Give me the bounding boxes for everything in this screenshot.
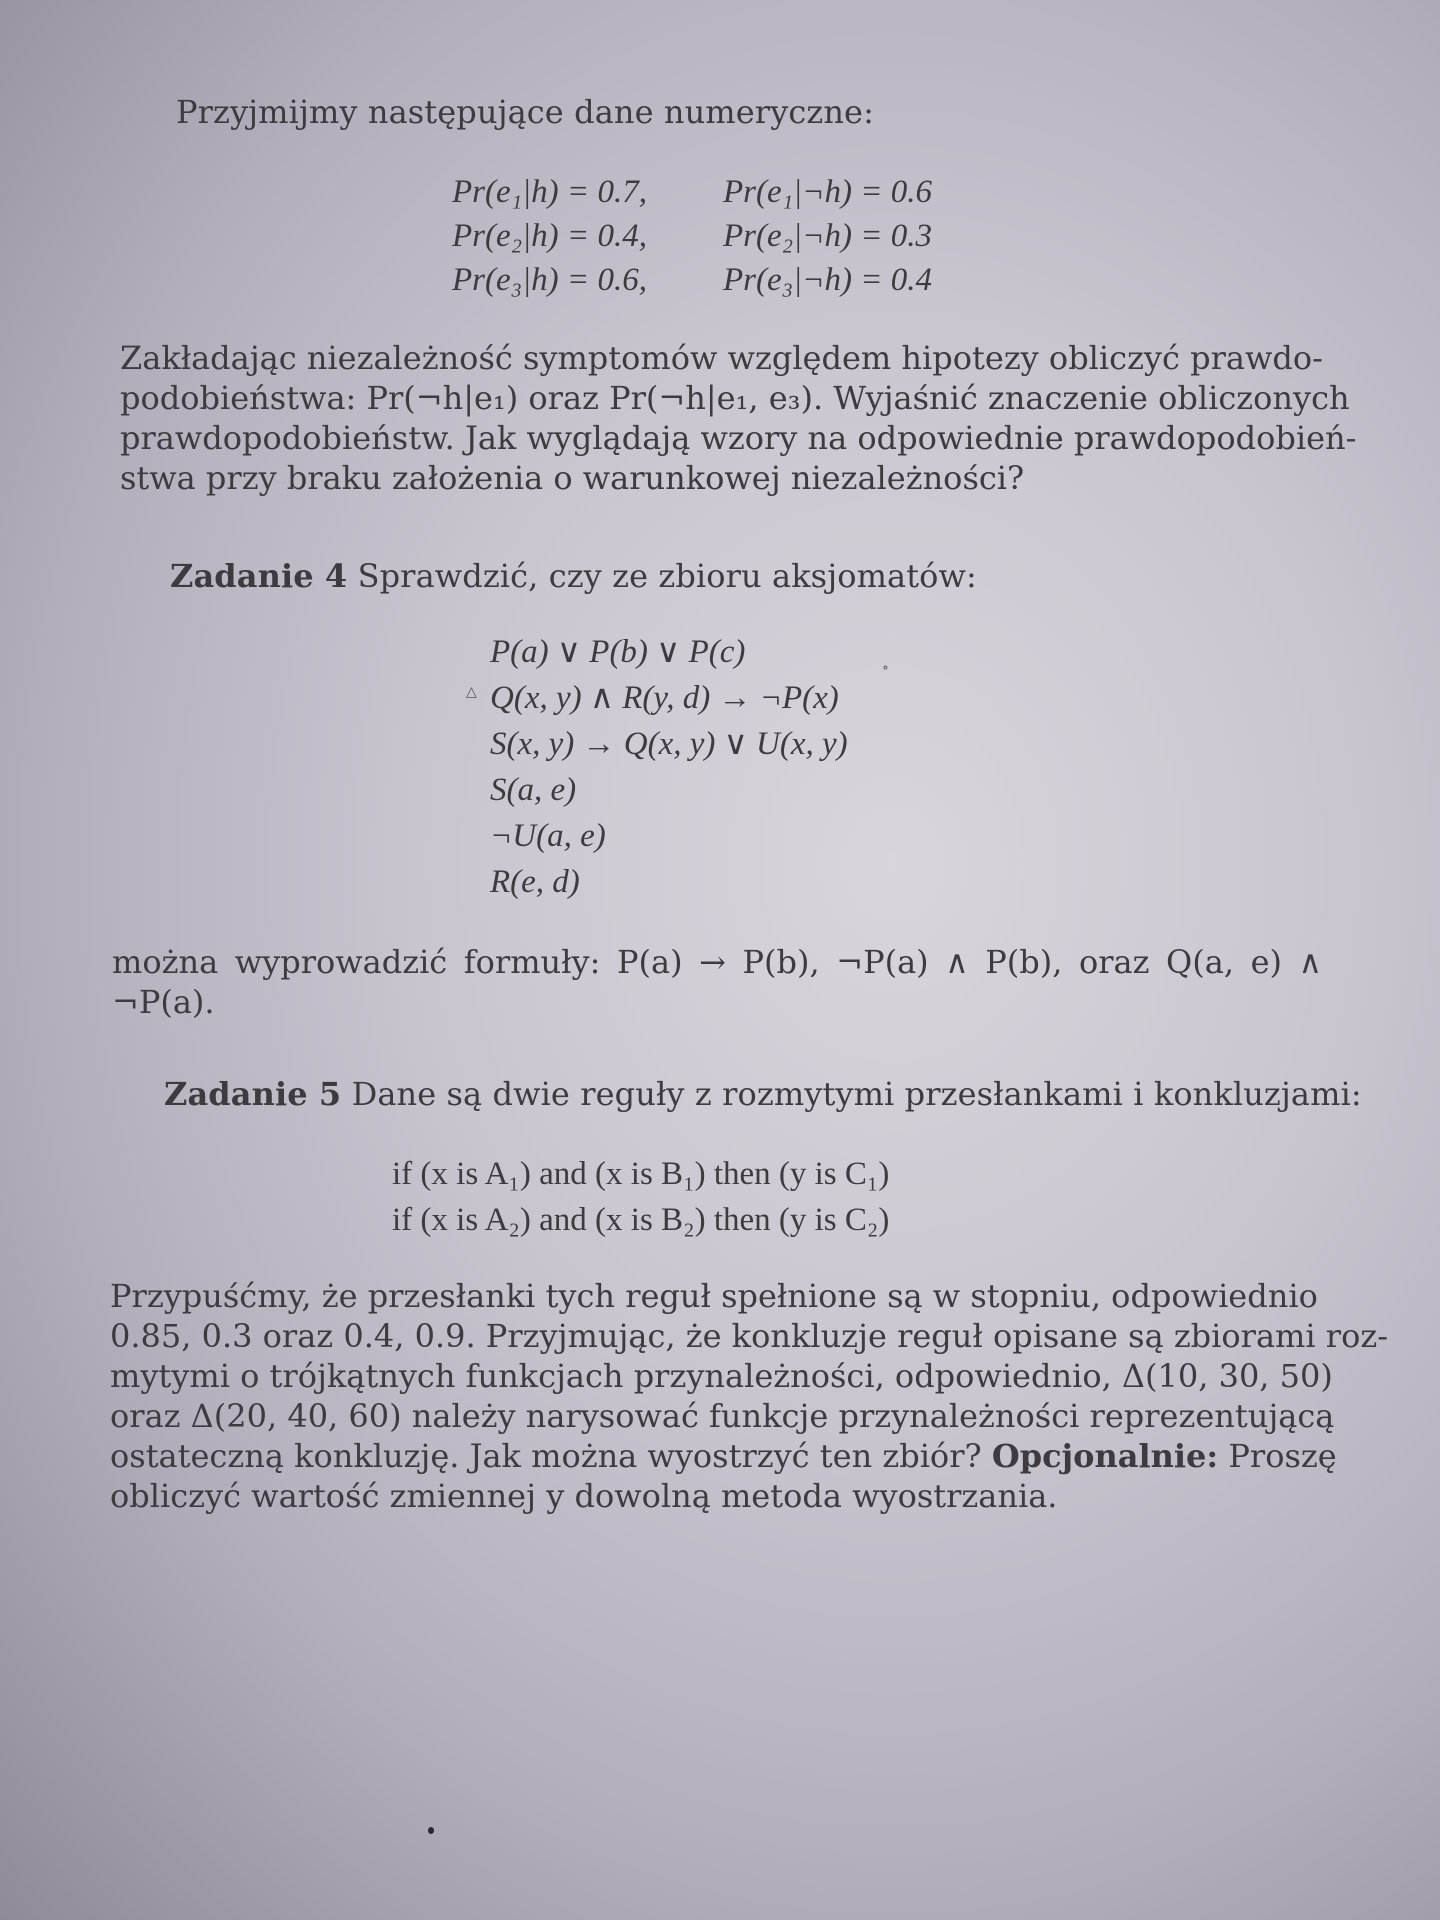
task5-text: Dane są dwie reguły z rozmytymi przesłankami i konkluzjami: bbox=[351, 1075, 1362, 1113]
prob-row-2-left: Pr(e₂|h) = 0.4, bbox=[452, 218, 647, 254]
paragraph-line bbox=[110, 1436, 1337, 1476]
rule-2: if (x is A₂) and (x is B₂) then (y is C₂) bbox=[392, 1202, 890, 1238]
ink-dot bbox=[428, 1827, 434, 1834]
task4-conclusion bbox=[112, 942, 1322, 1022]
paragraph-line: Przypuśćmy, że przesłanki tych reguł spełnione są w stopniu, odpowiednio bbox=[110, 1277, 1318, 1315]
intro-text: Przyjmijmy następujące dane numeryczne: bbox=[176, 93, 874, 131]
axiom-4: S(a, e) bbox=[490, 772, 577, 808]
paragraph-line: podobieństwa: Pr(¬h|e₁) oraz Pr(¬h|e₁, e₃). Wyjaśnić znaczenie obliczonych bbox=[120, 379, 1350, 417]
axiom-1: P(a) ∨ P(b) ∨ P(c) bbox=[490, 634, 746, 670]
paragraph-line: ¬P(a). bbox=[112, 983, 215, 1021]
paragraph-line: można wyprowadzić formuły: P(a) → P(b), ¬P(a) ∧ P(b), oraz Q(a, e) ∧ bbox=[112, 943, 1322, 981]
prob-row-3-right: Pr(e₃|¬h) = 0.4 bbox=[723, 262, 932, 298]
axiom-5: ¬U(a, e) bbox=[490, 818, 606, 854]
paragraph-independence bbox=[120, 338, 1357, 498]
prob-row-1-left: Pr(e₁|h) = 0.7, bbox=[452, 174, 647, 210]
paragraph-line: obliczyć wartość zmiennej y dowolną metoda wyostrzania. bbox=[110, 1477, 1058, 1515]
axiom-6: R(e, d) bbox=[490, 864, 580, 900]
task5-label: Zadanie 5 bbox=[164, 1075, 342, 1113]
task5-paragraph bbox=[110, 1276, 1389, 1516]
paragraph-line: stwa przy braku założenia o warunkowej niezależności? bbox=[120, 459, 1025, 497]
task4-text: Sprawdzić, czy ze zbioru aksjomatów: bbox=[357, 557, 977, 595]
paragraph-segment: Proszę bbox=[1228, 1437, 1337, 1475]
task5-heading bbox=[164, 1074, 1362, 1114]
prob-row-2-right: Pr(e₂|¬h) = 0.3 bbox=[723, 218, 932, 254]
pencil-mark-icon: ∘ bbox=[882, 660, 889, 676]
prob-row-1-right: Pr(e₁|¬h) = 0.6 bbox=[723, 174, 932, 210]
paragraph-line: prawdopodobieństw. Jak wyglądają wzory na odpowiednie prawdopodobień- bbox=[120, 419, 1357, 457]
axiom-2: Q(x, y) ∧ R(y, d) → ¬P(x) bbox=[490, 680, 839, 716]
task4-label: Zadanie 4 bbox=[170, 557, 348, 595]
rule-1: if (x is A₁) and (x is B₁) then (y is C₁) bbox=[392, 1156, 890, 1192]
pencil-mark-icon: △ bbox=[466, 684, 477, 700]
task4-heading bbox=[170, 556, 977, 596]
paragraph-segment: ostateczną konkluzję. Jak można wyostrzyć ten zbiór? bbox=[110, 1437, 982, 1475]
optional-label: Opcjonalnie: bbox=[991, 1437, 1219, 1475]
paragraph-line: Zakładając niezależność symptomów względem hipotezy obliczyć prawdo- bbox=[120, 339, 1323, 377]
prob-row-3-left: Pr(e₃|h) = 0.6, bbox=[452, 262, 647, 298]
paragraph-line: oraz Δ(20, 40, 60) należy narysować funkcje przynależności reprezentującą bbox=[110, 1397, 1335, 1435]
paragraph-line: 0.85, 0.3 oraz 0.4, 0.9. Przyjmując, że konkluzje reguł opisane są zbiorami roz- bbox=[110, 1317, 1389, 1355]
axiom-3: S(x, y) → Q(x, y) ∨ U(x, y) bbox=[490, 726, 848, 762]
paragraph-line: mytymi o trójkątnych funkcjach przynależności, odpowiednio, Δ(10, 30, 50) bbox=[110, 1357, 1333, 1395]
